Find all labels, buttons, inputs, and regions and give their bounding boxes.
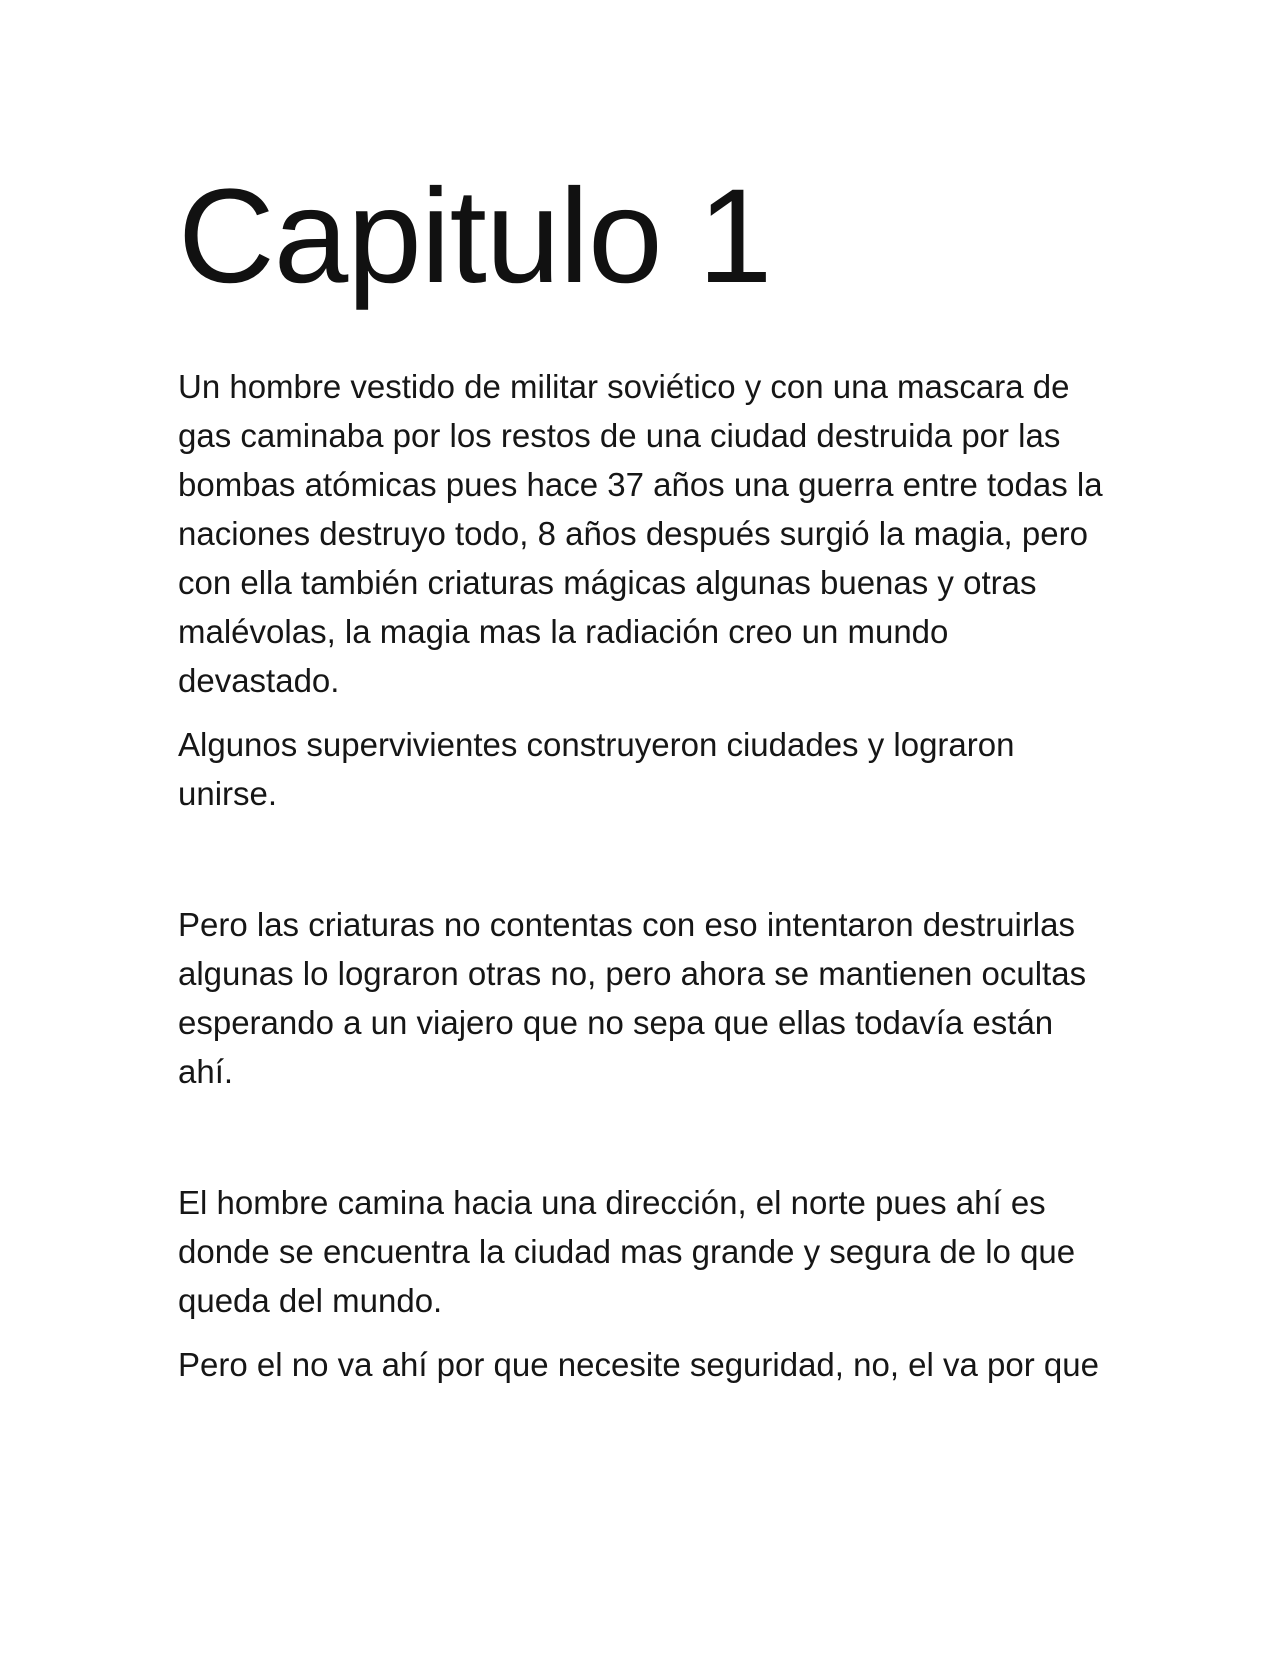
paragraph-spacer <box>178 1096 1108 1178</box>
document-body <box>178 162 1108 1389</box>
paragraph-4: El hombre camina hacia una dirección, el norte pues ahí es donde se encuentra la ciudad mas grande y segura de lo que queda del mundo. <box>178 1184 1076 1319</box>
paragraph-2: Algunos supervivientes construyeron ciudades y lograron unirse. <box>178 726 1015 812</box>
paragraph-spacer <box>178 705 1108 720</box>
paragraph-5: Pero el no va ahí por que necesite seguridad, no, el va por que <box>178 1346 1099 1383</box>
paragraph-spacer <box>178 1325 1108 1340</box>
chapter-title: Capitulo 1 <box>178 162 772 311</box>
paragraph-spacer <box>178 818 1108 900</box>
paragraph-1: Un hombre vestido de militar soviético y con una mascara de gas caminaba por los restos de una ciudad destruida por las bombas atómicas pues hace 37 años una guerra entre todas la naciones destruyo todo, 8 años después surgió la magia, pero con ella también criaturas mágicas algunas buenas y otras malévolas, la magia mas la radiación creo un mundo devastado. <box>178 368 1103 699</box>
paragraph-3: Pero las criaturas no contentas con eso intentaron destruirlas algunas lo lograron otras no, pero ahora se mantienen ocultas esperando a un viajero que no sepa que ellas todavía están ahí. <box>178 906 1087 1090</box>
